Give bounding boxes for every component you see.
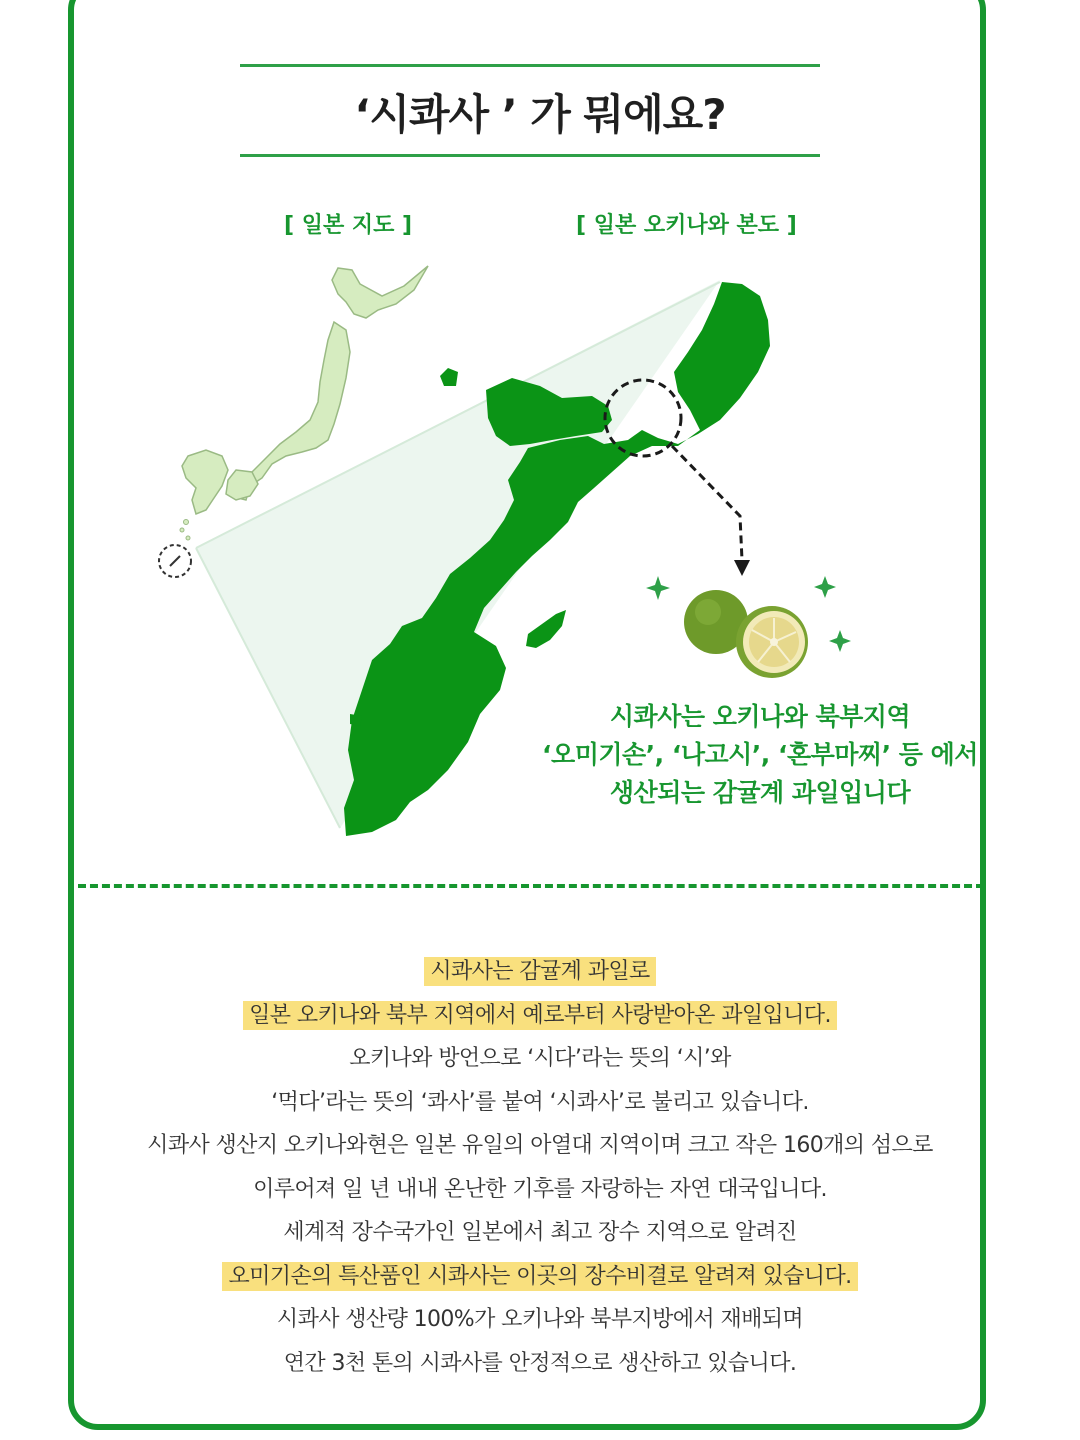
highlighted-text: 시콰사는 감귤계 과일로 (424, 957, 655, 986)
description-line (80, 994, 1000, 1038)
caption-line: ‘오미기손’, ‘나고시’, ‘혼부마찌’ 등 에서 (542, 740, 978, 769)
japan-map-label: [ 일본 지도 ] (284, 213, 413, 238)
caption-line: 시콰사는 오키나와 북부지역 (609, 702, 911, 731)
section-divider (78, 884, 984, 888)
shikuwasa-fruit-icon (684, 590, 808, 678)
description-line: 연간 3천 톤의 시콰사를 안정적으로 생산하고 있습니다. (283, 1350, 797, 1376)
fruit-caption (520, 698, 1000, 812)
description-line (80, 1255, 1000, 1299)
arrow-head-icon (734, 560, 750, 576)
description-line: 시콰사 생산량 100%가 오키나와 북부지방에서 재배되며 (276, 1307, 804, 1332)
description-line: 오키나와 방언으로 ‘시다’라는 뜻의 ‘시’와 (349, 1046, 731, 1071)
okinawa-map-label: [ 일본 오키나와 본도 ] (576, 213, 797, 238)
caption-line: 생산되는 감귤계 과일입니다 (609, 778, 911, 807)
description-line: ‘먹다’라는 뜻의 ‘콰사’를 붙여 ‘시콰사’로 불리고 있습니다. (271, 1089, 809, 1115)
okinawa-locator-icon (159, 545, 191, 577)
description-line: 시콰사 생산지 오키나와현은 일본 유일의 아열대 지역이며 크고 작은 160개의 섬으로 (147, 1133, 933, 1158)
page-title: ‘시콰사 ’ 가 뭐에요? (354, 90, 726, 139)
highlighted-text: 오미기손의 특산품인 시콰사는 이곳의 장수비결로 알려져 있습니다. (222, 1262, 857, 1291)
description-text (80, 950, 1000, 1385)
highlighted-text: 일본 오키나와 북부 지역에서 예로부터 사랑받아온 과일입니다. (243, 1001, 837, 1030)
description-line (80, 950, 1000, 994)
description-line: 이루어져 일 년 내내 온난한 기후를 자랑하는 자연 대국입니다. (253, 1176, 827, 1202)
description-line: 세계적 장수국가인 일본에서 최고 장수 지역으로 알려진 (283, 1220, 797, 1245)
pointer-arrow (672, 446, 742, 560)
